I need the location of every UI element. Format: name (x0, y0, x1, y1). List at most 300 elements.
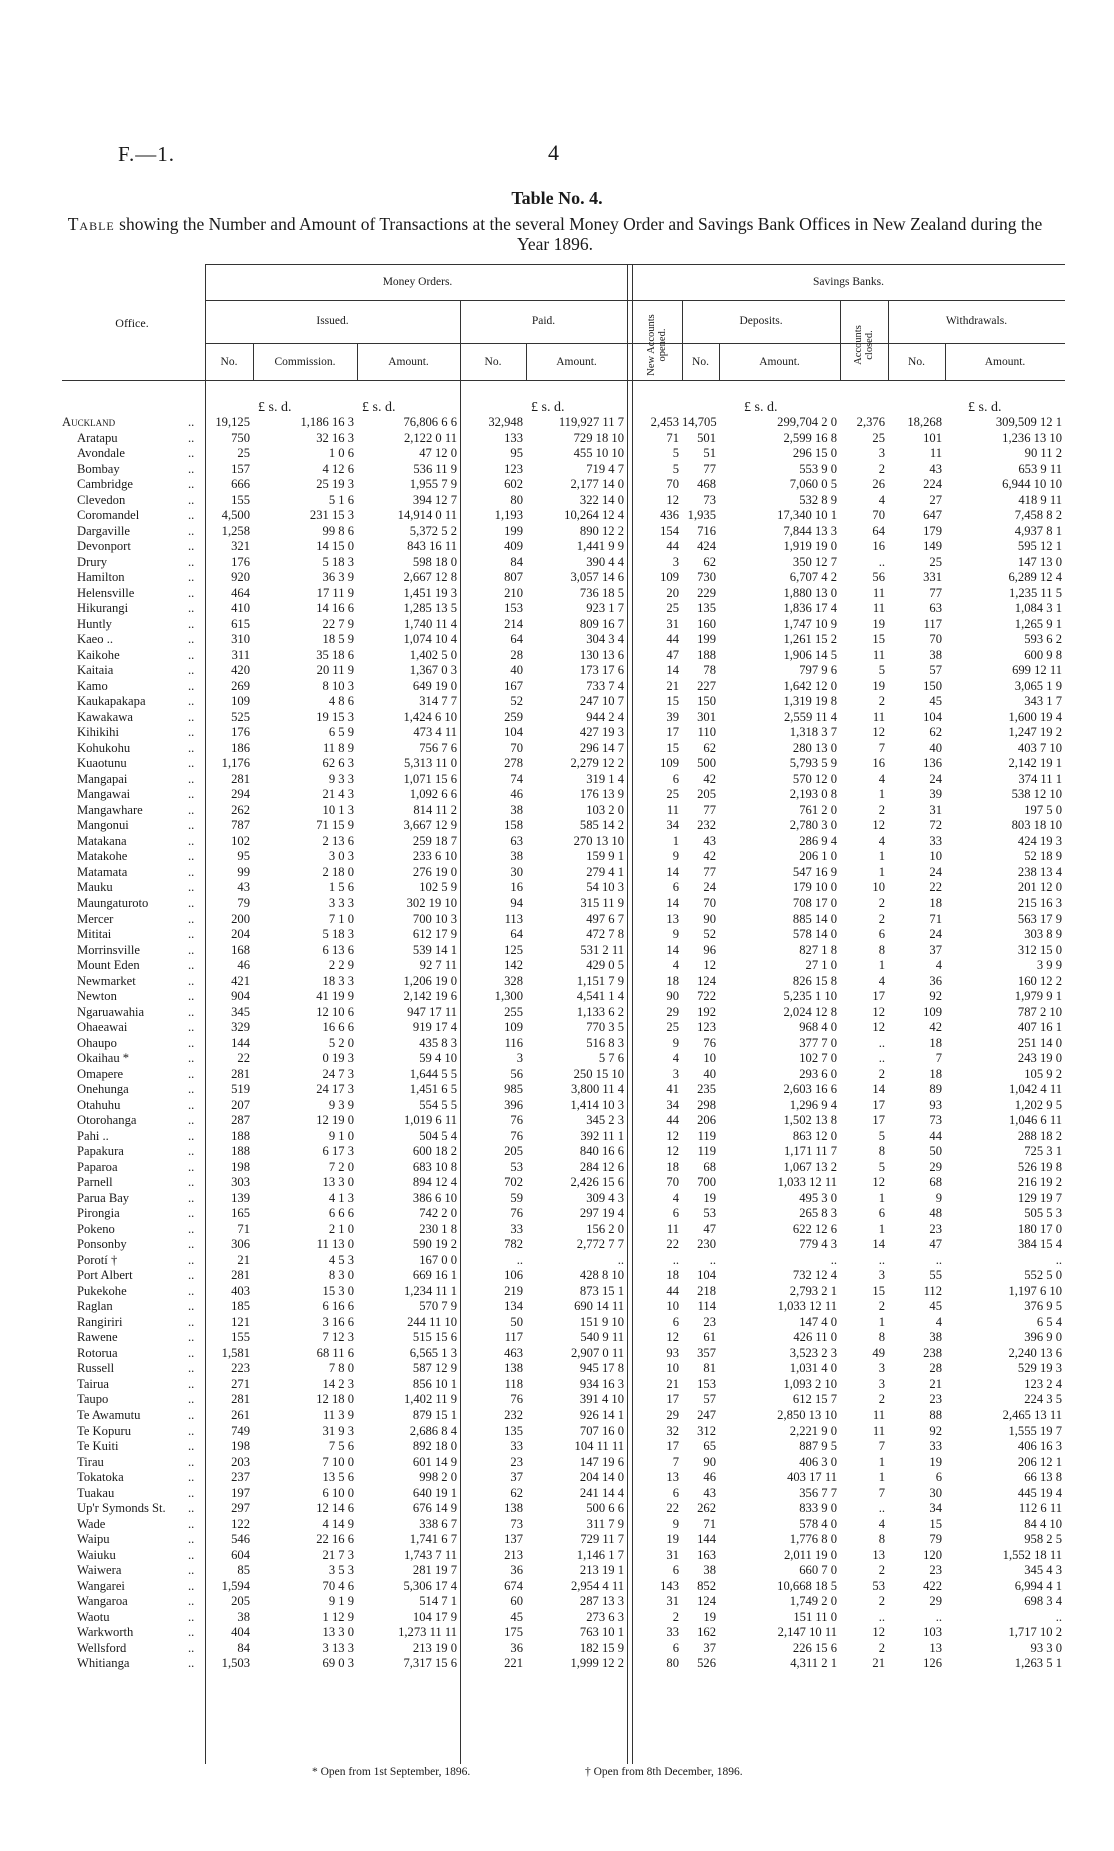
leader-dots: .. (188, 1190, 195, 1205)
cell-paid-amount: 840 16 6 (579, 1144, 624, 1159)
cell-office: Okaihau * (77, 1051, 130, 1066)
cell-office: Waotu (77, 1609, 110, 1624)
cell-office: Tirau (77, 1454, 104, 1469)
table-row (0, 1036, 1114, 1052)
cell-office: Parnell (77, 1175, 113, 1190)
cell-withdrawals-no: 4 (935, 1314, 942, 1329)
cell-paid-amount: 585 14 2 (579, 818, 624, 833)
cell-deposits-no: 114 (697, 1299, 716, 1314)
cell-withdrawals-no: 40 (929, 740, 942, 755)
cell-deposits-no: 40 (703, 1066, 716, 1081)
cell-new-accounts: 25 (666, 1020, 679, 1035)
cell-deposits-no: 232 (697, 818, 716, 833)
cell-withdrawals-no: 149 (923, 539, 942, 554)
table-row (0, 632, 1114, 648)
cell-accounts-closed: 17 (872, 1113, 885, 1128)
cell-paid-no: 52 (510, 694, 523, 709)
cell-deposits-amount: 827 1 8 (799, 942, 837, 957)
cell-accounts-closed: 70 (872, 508, 885, 523)
cell-deposits-amount: 1,906 14 5 (783, 647, 837, 662)
cell-deposits-amount: 226 15 6 (792, 1640, 837, 1655)
cell-paid-amount: 104 11 11 (574, 1439, 624, 1454)
cell-new-accounts: 90 (666, 989, 679, 1004)
cell-paid-no: 782 (504, 1237, 523, 1252)
cell-issued-no: 403 (231, 1283, 250, 1298)
cell-issued-no: 1,176 (221, 756, 250, 771)
cell-paid-amount: 322 14 0 (579, 492, 624, 507)
cell-paid-amount: 345 2 3 (586, 1113, 624, 1128)
cell-withdrawals-no: 71 (929, 911, 942, 926)
cell-office: Tokatoka (77, 1470, 124, 1485)
cell-deposits-no: 247 (697, 1408, 716, 1422)
cell-paid-amount: 241 14 4 (579, 1485, 624, 1500)
cell-commission: 62 6 3 (322, 756, 354, 771)
leader-dots: .. (188, 415, 195, 429)
cell-paid-amount: 54 10 3 (586, 880, 624, 895)
leader-dots: .. (188, 430, 195, 445)
cell-withdrawals-amount: 160 12 2 (1017, 973, 1062, 988)
cell-commission: 13 3 0 (322, 1625, 354, 1640)
cell-withdrawals-no: 48 (929, 1206, 942, 1221)
cell-deposits-amount: 2,780 3 0 (789, 818, 837, 833)
cell-withdrawals-no: 4 (935, 958, 942, 973)
cell-issued-amount: 2,686 8 4 (409, 1423, 457, 1438)
cell-withdrawals-amount: 374 11 1 (1018, 771, 1062, 786)
cell-withdrawals-no: 55 (929, 1268, 942, 1283)
cell-deposits-no: 526 (697, 1656, 716, 1671)
cell-new-accounts: 41 (666, 1082, 679, 1097)
cell-new-accounts: 21 (666, 678, 679, 693)
rule-header-bottom (62, 380, 1065, 381)
cell-deposits-amount: 732 12 4 (792, 1268, 837, 1283)
cell-new-accounts: 29 (666, 1004, 679, 1019)
cell-deposits-amount: 2,559 11 4 (783, 709, 837, 724)
cell-deposits-no: 135 (697, 601, 716, 616)
cell-paid-no: 232 (504, 1408, 523, 1422)
cell-office: Ohaupo (77, 1035, 117, 1050)
cell-deposits-amount: 1,033 12 11 (777, 1175, 837, 1190)
cell-issued-no: 95 (237, 849, 250, 864)
cell-issued-amount: 601 14 9 (412, 1454, 457, 1469)
cell-withdrawals-no: 42 (929, 1020, 942, 1035)
cell-accounts-closed: 2 (878, 1640, 885, 1655)
cell-withdrawals-amount: 288 18 2 (1017, 1128, 1062, 1143)
cell-issued-amount: 640 19 1 (412, 1485, 457, 1500)
cell-paid-amount: 763 10 1 (579, 1625, 624, 1640)
cell-withdrawals-amount: 529 19 3 (1017, 1361, 1062, 1376)
cell-issued-amount: 2,667 12 8 (403, 570, 457, 585)
cell-deposits-no: 229 (697, 585, 716, 600)
table-row (0, 1005, 1114, 1021)
cell-withdrawals-no: 68 (929, 1175, 942, 1190)
cell-office: Mititai (77, 927, 112, 942)
cell-deposits-no: 188 (697, 647, 716, 662)
cell-deposits-amount: 1,296 9 4 (789, 1097, 837, 1112)
cell-deposits-amount: 1,749 2 0 (789, 1594, 837, 1609)
table-row (0, 1144, 1114, 1160)
cell-issued-no: 84 (237, 1640, 250, 1655)
cell-deposits-no: 730 (697, 570, 716, 585)
cell-withdrawals-no: 36 (929, 973, 942, 988)
cell-deposits-no: 43 (703, 833, 716, 848)
cell-paid-no: 118 (504, 1376, 523, 1391)
cell-new-accounts: 15 (666, 740, 679, 755)
cell-paid-no: 33 (510, 1439, 523, 1454)
table-row (0, 834, 1114, 850)
leader-dots: .. (188, 1516, 195, 1531)
cell-deposits-no: 96 (703, 942, 716, 957)
cell-accounts-closed: 17 (872, 1097, 885, 1112)
cell-accounts-closed: 4 (878, 973, 885, 988)
cell-office: Taupo (77, 1392, 109, 1407)
cell-office: Coromandel (77, 508, 140, 523)
cell-commission: 69 0 3 (322, 1656, 354, 1671)
cell-paid-no: 64 (510, 632, 523, 647)
cell-withdrawals-no: 93 (929, 1097, 942, 1112)
cell-paid-amount: 736 18 5 (579, 585, 624, 600)
cell-issued-amount: 515 15 6 (412, 1330, 457, 1345)
cell-issued-no: 38 (237, 1609, 250, 1624)
cell-issued-no: 19,125 (215, 415, 250, 429)
cell-accounts-closed: 2 (878, 1392, 885, 1407)
cell-issued-amount: 1,451 19 3 (403, 585, 457, 600)
cell-accounts-closed: 15 (872, 632, 885, 647)
cell-deposits-no: 90 (703, 1454, 716, 1469)
cell-paid-amount: 2,772 7 7 (576, 1237, 624, 1252)
cell-paid-no: 33 (510, 1221, 523, 1236)
unit-withdrawals-amount: £ s. d. (968, 400, 1002, 415)
leader-dots: .. (188, 1640, 195, 1655)
cell-paid-amount: 311 7 9 (586, 1516, 624, 1531)
cell-issued-no: 546 (231, 1532, 250, 1547)
cell-paid-no: 45 (510, 1609, 523, 1624)
cell-issued-amount: 570 7 9 (419, 1299, 457, 1314)
cell-deposits-amount: 265 8 3 (799, 1206, 837, 1221)
cell-issued-no: 21 (237, 1252, 250, 1267)
table-row (0, 679, 1114, 695)
cell-paid-amount: 273 6 3 (586, 1609, 624, 1624)
cell-commission: 25 19 3 (316, 477, 354, 492)
cell-office: Porotí † (77, 1252, 118, 1267)
unit-commission: £ s. d. (258, 400, 292, 415)
cell-deposits-amount: 2,024 12 8 (783, 1004, 837, 1019)
table-row (0, 1098, 1114, 1114)
table-row (0, 927, 1114, 943)
cell-new-accounts: 5 (672, 446, 679, 461)
cell-paid-no: 38 (510, 849, 523, 864)
cell-commission: 22 16 6 (316, 1532, 354, 1547)
cell-office: Kawakawa (77, 709, 133, 724)
cell-issued-no: 188 (231, 1144, 250, 1159)
col-office: Office. (115, 316, 149, 330)
cell-paid-no: 602 (504, 477, 523, 492)
cell-accounts-closed: 11 (872, 601, 885, 616)
cell-office: Pahi .. (77, 1128, 109, 1143)
cell-new-accounts: 80 (666, 1656, 679, 1671)
cell-issued-amount: 1,402 11 9 (403, 1392, 457, 1407)
cell-new-accounts: 6 (672, 1485, 679, 1500)
cell-issued-no: 421 (231, 973, 250, 988)
cell-withdrawals-amount: 6,944 10 10 (1002, 477, 1062, 492)
cell-commission: 14 15 0 (316, 539, 354, 554)
cell-commission: 24 17 3 (316, 1082, 354, 1097)
cell-issued-no: 750 (231, 430, 250, 445)
cell-deposits-amount: 147 4 0 (799, 1314, 837, 1329)
cell-accounts-closed: 2 (878, 911, 885, 926)
cell-deposits-no: 46 (703, 1470, 716, 1485)
cell-new-accounts: 13 (666, 911, 679, 926)
cell-paid-no: 702 (504, 1175, 523, 1190)
cell-office: Ohaeawai (77, 1020, 128, 1035)
cell-deposits-amount: 1,836 17 4 (783, 601, 837, 616)
cell-new-accounts: 9 (672, 1516, 679, 1531)
cell-issued-amount: 683 10 8 (412, 1159, 457, 1174)
cell-withdrawals-no: 45 (929, 1299, 942, 1314)
cell-withdrawals-no: 25 (929, 554, 942, 569)
cell-commission: 2 13 6 (322, 833, 354, 848)
cell-withdrawals-no: 79 (929, 1532, 942, 1547)
cell-office: Otorohanga (77, 1113, 137, 1128)
cell-paid-no: 142 (504, 958, 523, 973)
table-row (0, 462, 1114, 478)
cell-office: Omapere (77, 1066, 124, 1081)
cell-withdrawals-amount: 526 19 8 (1017, 1159, 1062, 1174)
leader-dots: .. (188, 1423, 195, 1438)
cell-commission: 0 19 3 (322, 1051, 354, 1066)
cell-issued-no: 203 (231, 1454, 250, 1469)
cell-commission: 8 3 0 (328, 1268, 354, 1283)
cell-issued-amount: 6,565 1 3 (409, 1345, 457, 1360)
col-issued-amount: Amount. (388, 356, 429, 368)
cell-withdrawals-amount: 803 18 10 (1011, 818, 1062, 833)
cell-withdrawals-amount: 66 13 8 (1024, 1470, 1062, 1485)
leader-dots: .. (188, 1532, 195, 1547)
cell-deposits-no: 301 (697, 709, 716, 724)
cell-commission: 3 3 3 (328, 895, 354, 910)
cell-issued-amount: 649 19 0 (412, 678, 457, 693)
cell-office: Kuaotunu (77, 756, 127, 771)
cell-office: Wellsford (77, 1640, 127, 1655)
leader-dots: .. (188, 895, 195, 910)
cell-office: Hikurangi (77, 601, 129, 616)
col-withdrawals-no: No. (908, 356, 925, 368)
table-row (0, 1392, 1114, 1408)
cell-paid-no: 674 (504, 1578, 523, 1593)
cell-new-accounts: 32 (666, 1423, 679, 1438)
cell-commission: 35 18 6 (316, 647, 354, 662)
cell-paid-amount: 1,151 7 9 (576, 973, 624, 988)
cell-deposits-amount: 797 9 6 (799, 663, 837, 678)
cell-office: Kaikohe (77, 647, 120, 662)
cell-issued-amount: 281 19 7 (412, 1563, 457, 1578)
cell-commission: 2 2 9 (328, 958, 354, 973)
cell-new-accounts: 5 (672, 461, 679, 476)
cell-issued-amount: 259 18 7 (412, 833, 457, 848)
cell-issued-no: 205 (231, 1594, 250, 1609)
cell-issued-no: 197 (231, 1485, 250, 1500)
cell-office: Kamo (77, 678, 108, 693)
cell-new-accounts: 1 (672, 833, 679, 848)
cell-deposits-amount: 622 12 6 (792, 1221, 837, 1236)
cell-deposits-amount: 1,261 15 2 (783, 632, 837, 647)
cell-accounts-closed: 14 (872, 1237, 885, 1252)
cell-paid-amount: 729 18 10 (573, 430, 624, 445)
cell-withdrawals-no: 44 (929, 1128, 942, 1143)
cell-deposits-amount: 779 4 3 (799, 1237, 837, 1252)
cell-issued-no: 666 (231, 477, 250, 492)
leader-dots: .. (188, 1020, 195, 1035)
cell-issued-amount: 5,372 5 2 (409, 523, 457, 538)
cell-accounts-closed: 12 (872, 1175, 885, 1190)
cell-accounts-closed: 11 (872, 1408, 885, 1422)
leader-dots: .. (188, 1408, 195, 1422)
cell-withdrawals-no: .. (935, 1609, 942, 1624)
cell-accounts-closed: .. (878, 1035, 885, 1050)
cell-deposits-no: 700 (697, 1175, 716, 1190)
cell-paid-no: 53 (510, 1159, 523, 1174)
cell-paid-amount: 429 0 5 (586, 958, 624, 973)
table-row (0, 772, 1114, 788)
table-row (0, 896, 1114, 912)
table-row (0, 431, 1114, 447)
cell-paid-no: 158 (504, 818, 523, 833)
cell-deposits-amount: 1,318 3 7 (789, 725, 837, 740)
cell-deposits-no: 52 (703, 927, 716, 942)
cell-paid-amount: 944 2 4 (586, 709, 624, 724)
cell-accounts-closed: 64 (872, 523, 885, 538)
cell-deposits-no: 104 (697, 1268, 716, 1283)
cell-deposits-no: 150 (697, 694, 716, 709)
cell-paid-no: 153 (504, 601, 523, 616)
cell-withdrawals-amount: 6,289 12 4 (1008, 570, 1062, 585)
cell-paid-amount: 1,999 12 2 (570, 1656, 624, 1671)
cell-commission: 11 3 9 (322, 1408, 354, 1422)
footnote-dagger: † Open from 8th December, 1896. (585, 1766, 743, 1778)
cell-paid-amount: .. (617, 1252, 624, 1267)
cell-new-accounts: 6 (672, 771, 679, 786)
cell-accounts-closed: 5 (878, 663, 885, 678)
cell-issued-no: 200 (231, 911, 250, 926)
cell-paid-no: 1,193 (494, 508, 523, 523)
cell-accounts-closed: 49 (872, 1345, 885, 1360)
cell-withdrawals-amount: 105 9 2 (1024, 1066, 1062, 1081)
cell-deposits-amount: 553 9 0 (799, 461, 837, 476)
cell-paid-amount: 250 15 10 (573, 1066, 624, 1081)
cell-issued-amount: 919 17 4 (412, 1020, 457, 1035)
cell-deposits-no: 124 (697, 973, 716, 988)
leader-dots: .. (188, 632, 195, 647)
cell-paid-no: 221 (504, 1656, 523, 1671)
cell-withdrawals-amount: 1,717 10 2 (1008, 1625, 1062, 1640)
cell-paid-no: 210 (504, 585, 523, 600)
cell-issued-amount: 233 6 10 (412, 849, 457, 864)
table-row (0, 849, 1114, 865)
cell-paid-amount: 1,133 6 2 (576, 1004, 624, 1019)
table-row (0, 865, 1114, 881)
cell-withdrawals-amount: 1,552 18 11 (1002, 1547, 1062, 1562)
cell-paid-amount: 2,279 12 2 (570, 756, 624, 771)
cell-paid-no: 278 (504, 756, 523, 771)
table-row (0, 1020, 1114, 1036)
leader-dots: .. (188, 1035, 195, 1050)
cell-office: Otahuhu (77, 1097, 121, 1112)
cell-issued-amount: 14,914 0 11 (397, 508, 457, 523)
cell-withdrawals-amount: 180 17 0 (1017, 1221, 1062, 1236)
table-row (0, 694, 1114, 710)
cell-withdrawals-no: 104 (923, 709, 942, 724)
cell-new-accounts: 44 (666, 539, 679, 554)
cell-deposits-amount: 885 14 0 (792, 911, 837, 926)
table-row (0, 1641, 1114, 1657)
cell-commission: 4 8 6 (328, 694, 354, 709)
unit-paid-amount: £ s. d. (531, 400, 565, 415)
cell-deposits-no: 163 (697, 1547, 716, 1562)
col-deposits: Deposits. (739, 315, 783, 327)
table-row (0, 617, 1114, 633)
table-row (0, 943, 1114, 959)
cell-deposits-amount: 1,067 13 2 (783, 1159, 837, 1174)
cell-new-accounts: 436 (660, 508, 679, 523)
table-row (0, 539, 1114, 555)
leader-dots: .. (188, 1547, 195, 1562)
cell-office: Tairua (77, 1376, 109, 1391)
table-row (0, 1206, 1114, 1222)
cell-withdrawals-no: 57 (929, 663, 942, 678)
cell-office: Avondale (77, 446, 126, 461)
cell-office: Wangaroa (77, 1594, 128, 1609)
cell-accounts-closed: 7 (878, 740, 885, 755)
cell-paid-amount: 455 10 10 (573, 446, 624, 461)
cell-new-accounts: 34 (666, 818, 679, 833)
cell-withdrawals-no: 13 (929, 1640, 942, 1655)
cell-issued-amount: 894 12 4 (412, 1175, 457, 1190)
cell-deposits-no: 37 (703, 1640, 716, 1655)
cell-accounts-closed: 12 (872, 1625, 885, 1640)
cell-paid-amount: 4,541 1 4 (576, 989, 624, 1004)
leader-dots: .. (188, 477, 195, 492)
cell-office: Waipu (77, 1532, 110, 1547)
cell-accounts-closed: 5 (878, 1128, 885, 1143)
cell-commission: 20 11 9 (316, 663, 354, 678)
cell-issued-no: 920 (231, 570, 250, 585)
cell-new-accounts: 18 (666, 1159, 679, 1174)
cell-paid-no: 76 (510, 1206, 523, 1221)
cell-new-accounts: 70 (666, 1175, 679, 1190)
cell-withdrawals-no: 72 (929, 818, 942, 833)
cell-issued-amount: 59 4 10 (419, 1051, 457, 1066)
leader-dots: .. (188, 570, 195, 585)
cell-withdrawals-amount: 698 3 4 (1024, 1594, 1062, 1609)
leader-dots: .. (188, 446, 195, 461)
cell-commission: 6 10 0 (322, 1485, 354, 1500)
cell-issued-no: 306 (231, 1237, 250, 1252)
cell-deposits-no: 722 (697, 989, 716, 1004)
cell-issued-amount: 1,273 11 11 (398, 1625, 457, 1640)
cell-commission: 1 12 9 (322, 1609, 354, 1624)
leader-dots: .. (188, 1113, 195, 1128)
cell-withdrawals-no: 23 (929, 1392, 942, 1407)
cell-deposits-no: 81 (703, 1361, 716, 1376)
cell-paid-no: .. (516, 1252, 523, 1267)
cell-new-accounts: 17 (666, 1439, 679, 1454)
table-row (0, 446, 1114, 462)
cell-paid-amount: 428 8 10 (579, 1268, 624, 1283)
cell-deposits-no: 227 (697, 678, 716, 693)
cell-issued-no: 310 (231, 632, 250, 647)
cell-issued-no: 25 (237, 446, 250, 461)
leader-dots: .. (188, 1051, 195, 1066)
cell-accounts-closed: 2 (878, 1299, 885, 1314)
